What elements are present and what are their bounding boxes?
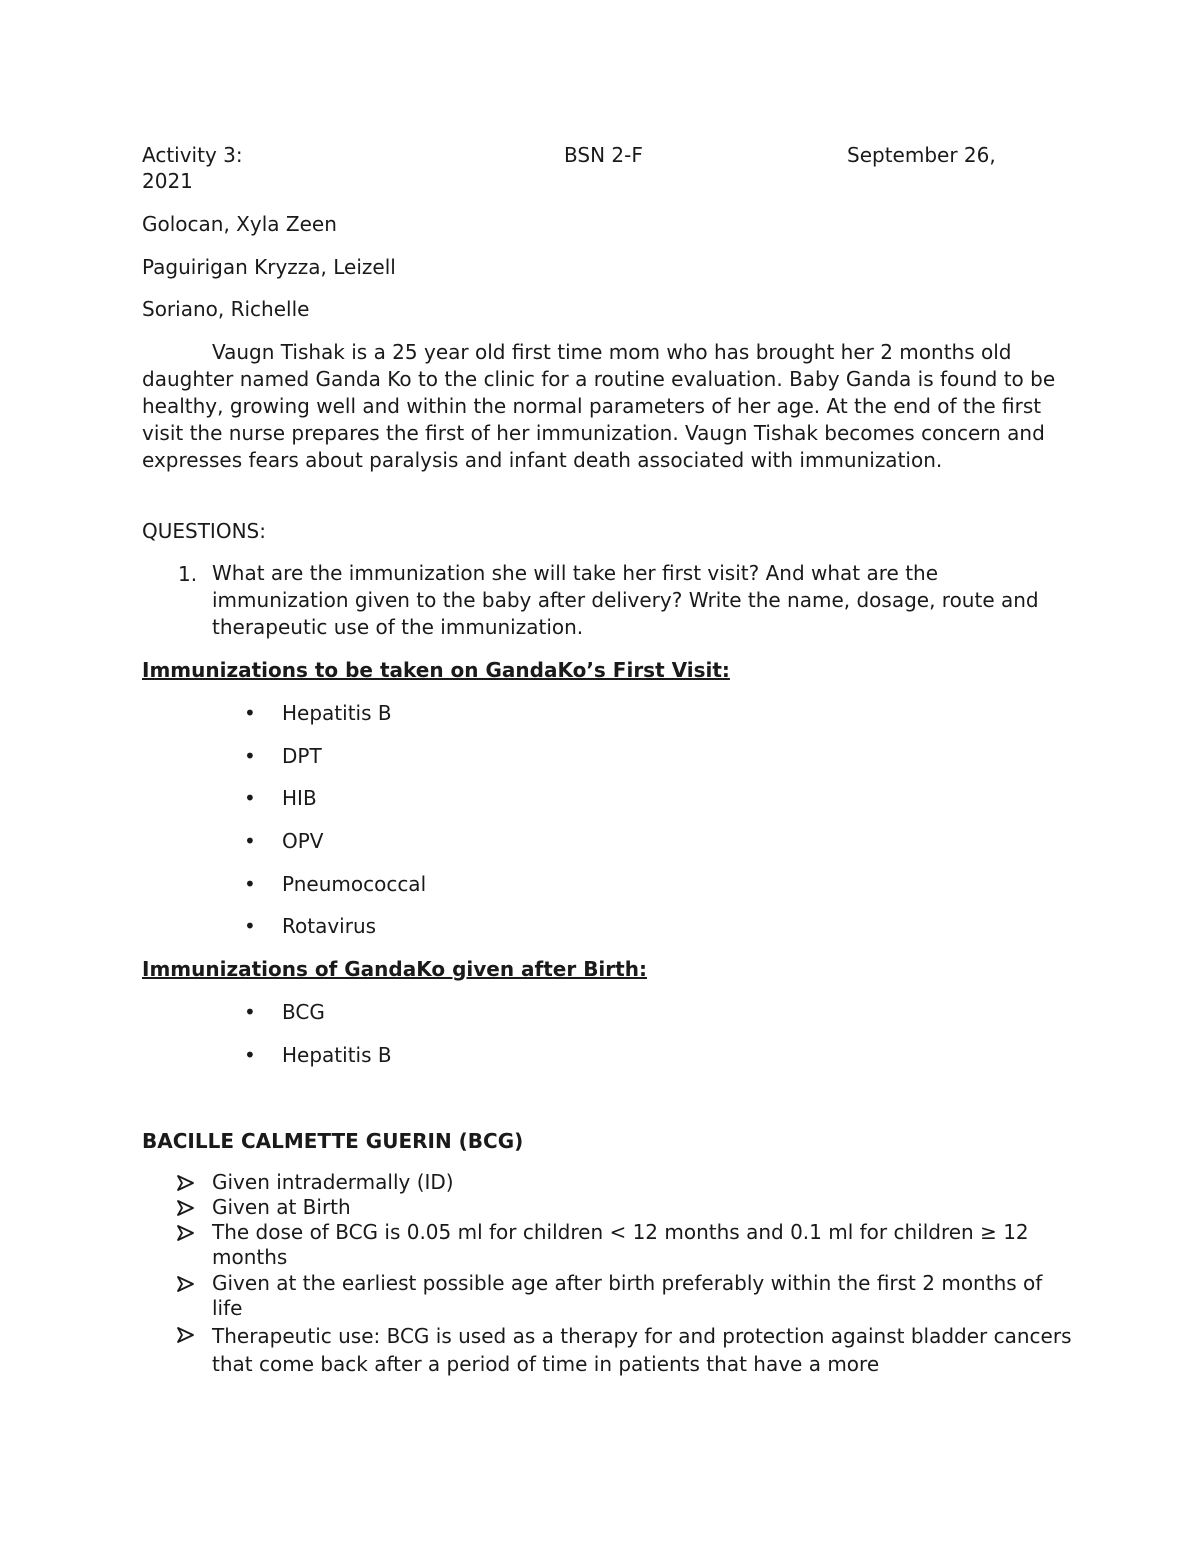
bcg-point: Given at Birth: [212, 1195, 351, 1219]
activity-label: Activity 3:: [142, 143, 243, 167]
bcg-point: Given intradermally (ID): [212, 1170, 454, 1194]
question-number: 1.: [178, 562, 198, 586]
arrowhead-bullet-icon: [176, 1173, 196, 1193]
list-item: Pneumococcal: [282, 872, 427, 896]
author-name: Golocan, Xyla Zeen: [142, 212, 337, 236]
bcg-point: Therapeutic use: BCG is used as a therapy for and protection against bladder cancers that come back after a period of time in patients that have a more: [212, 1324, 1072, 1376]
first-visit-heading: Immunizations to be taken on GandaKo’s First Visit:: [142, 658, 730, 682]
date-label: September 26,: [847, 143, 996, 167]
list-item: Rotavirus: [282, 914, 377, 938]
scenario-text: Vaugn Tishak is a 25 year old first time mom who has brought her 2 months old daughter named Ganda Ko to the clinic for a routine evaluation. Baby Ganda is found to be healthy, growing well and within the normal parameters of her age. At the end of the first visit the nurse prepares the first of her immunization. Vaugn Tishak becomes concern and expresses fears about paralysis and infant death associated with immunization.: [142, 340, 1056, 472]
arrowhead-bullet-icon: [176, 1274, 196, 1294]
scenario-paragraph: [142, 339, 1062, 474]
list-item: OPV: [282, 829, 324, 853]
bullet-icon: •: [244, 914, 256, 938]
list-item: Hepatitis B: [282, 1043, 392, 1067]
section-label: BSN 2-F: [564, 143, 643, 167]
bullet-icon: •: [244, 744, 256, 768]
bcg-point: The dose of BCG is 0.05 ml for children < 12 months and 0.1 ml for children ≥ 12 months: [212, 1220, 1029, 1269]
bullet-icon: •: [244, 1043, 256, 1067]
bcg-section-title: BACILLE CALMETTE GUERIN (BCG): [142, 1129, 524, 1153]
bullet-icon: •: [244, 829, 256, 853]
bullet-icon: •: [244, 1000, 256, 1024]
bcg-point: Given at the earliest possible age after birth preferably within the first 2 months of life: [212, 1271, 1043, 1320]
questions-label: QUESTIONS:: [142, 519, 266, 543]
date-year: 2021: [142, 169, 193, 193]
list-item: HIB: [282, 786, 317, 810]
list-item: Hepatitis B: [282, 701, 392, 725]
question-text: What are the immunization she will take her first visit? And what are the immunization given to the baby after delivery? Write the name, dosage, route and therapeutic use of the immunization.: [212, 561, 1039, 639]
list-item: DPT: [282, 744, 322, 768]
author-name: Soriano, Richelle: [142, 297, 310, 321]
bullet-icon: •: [244, 786, 256, 810]
arrowhead-bullet-icon: [176, 1325, 196, 1345]
bullet-icon: •: [244, 872, 256, 896]
bullet-icon: •: [244, 701, 256, 725]
arrowhead-bullet-icon: [176, 1198, 196, 1218]
author-name: Paguirigan Kryzza, Leizell: [142, 255, 396, 279]
arrowhead-bullet-icon: [176, 1223, 196, 1243]
list-item: BCG: [282, 1000, 325, 1024]
after-birth-heading: Immunizations of GandaKo given after Birth:: [142, 957, 647, 981]
